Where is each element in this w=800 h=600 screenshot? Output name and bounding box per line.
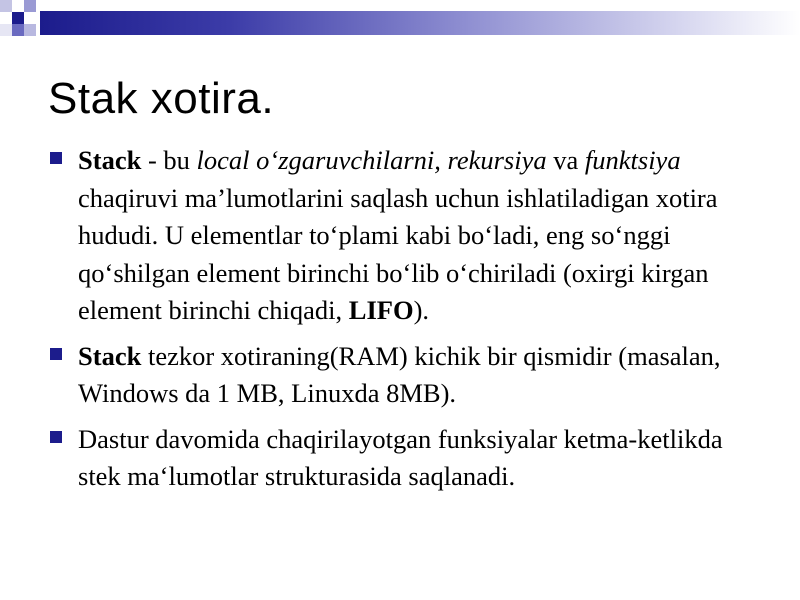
slide-title: Stak xotira.: [48, 74, 275, 123]
bullet-item: [50, 421, 750, 496]
term-stack: Stack: [78, 340, 142, 371]
bullet-item: [50, 142, 750, 330]
text-span: - bu: [141, 145, 197, 175]
term-lifo: LIFO: [348, 295, 414, 325]
bullet-list: [50, 142, 750, 504]
text-span: tezkor xotiraning(RAM) kichik bir qismidir (masalan, Windows da 1 MB, Linuxda 8MB).: [78, 340, 721, 408]
bullet-text: [78, 421, 750, 496]
text-span: chaqiruvi ma’lumotlarini saqlash uchun ishlatiladigan xotira hududi. U elementlar to‘plami kabi bo‘ladi, eng so‘nggi qo‘shilgan element birinchi bo‘lib o‘chiriladi (oxirgi kirgan element birinchi chiqadi,: [78, 182, 718, 325]
term-stack: Stack: [78, 145, 142, 175]
square-bullet-icon: [50, 348, 62, 360]
decor-square: [24, 24, 36, 36]
decor-square: [12, 12, 24, 24]
bullet-item: [50, 338, 750, 413]
italic-span: funktsiya: [584, 145, 681, 175]
decor-square: [0, 0, 12, 12]
decor-square: [0, 24, 12, 36]
text-span: ).: [413, 295, 430, 325]
text-span: va: [546, 145, 585, 175]
italic-span: local o‘zgaruvchilarni, rekursiya: [196, 145, 547, 175]
bullet-text: [78, 338, 750, 413]
text-span: Dastur davomida chaqirilayotgan funksiyalar ketma-ketlikda stek ma‘lumotlar strukturasida saqlanadi.: [78, 423, 723, 491]
bullet-text: [78, 142, 750, 330]
square-bullet-icon: [50, 431, 62, 443]
header-gradient-band: [40, 11, 800, 35]
decor-square: [24, 0, 36, 12]
decor-square: [12, 24, 24, 36]
square-bullet-icon: [50, 152, 62, 164]
